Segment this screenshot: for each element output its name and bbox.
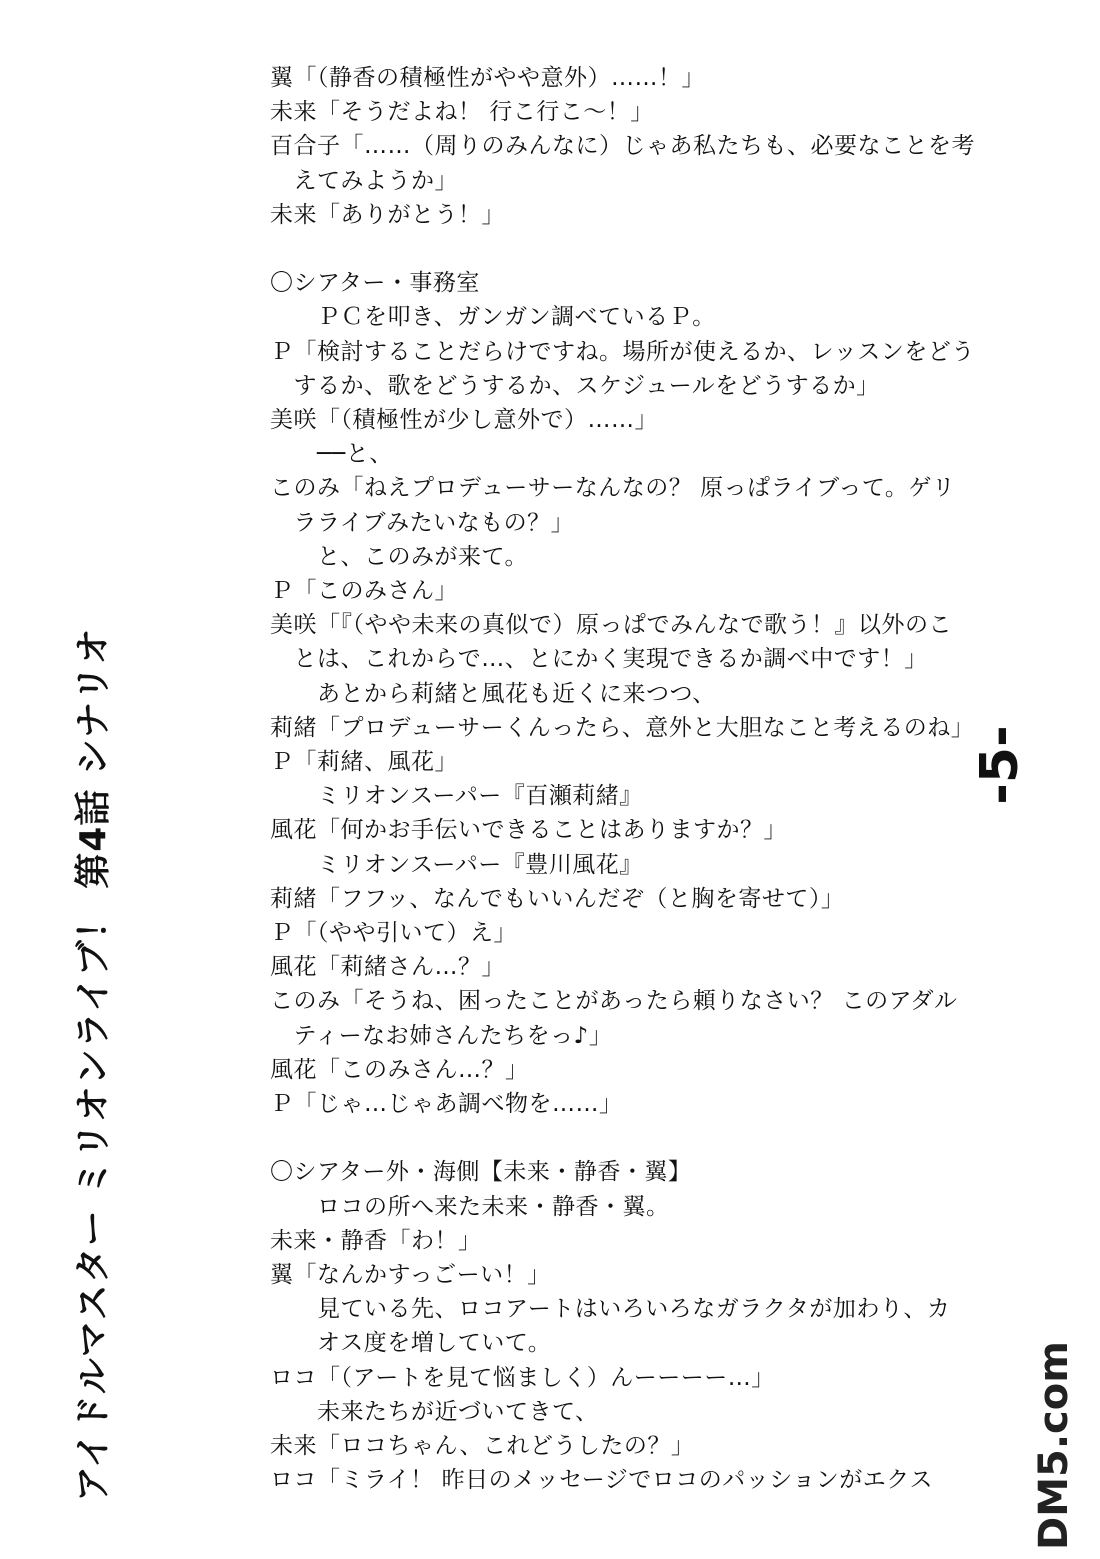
script-line: えてみようか」 xyxy=(270,167,458,194)
script-line: 未来たちが近づいてきて、 xyxy=(270,1398,599,1425)
script-line: ラライブみたいなもの？」 xyxy=(270,509,575,536)
script-line: このみ「ねえプロデューサーなんなの？ 原っぱライブって。ゲリ xyxy=(270,475,956,502)
script-line: あとから莉緒と風花も近くに来つつ、 xyxy=(270,680,716,707)
script-line: オス度を増していて。 xyxy=(270,1330,552,1357)
script-line: 翼「なんかすっごーい！」 xyxy=(270,1262,551,1288)
script-line: ミリオンスーパー『豊川風花』 xyxy=(270,851,643,878)
script-line: 未来・静香「わ！」 xyxy=(270,1227,482,1254)
watermark-logo xyxy=(1020,1341,1090,1555)
page-number-box xyxy=(972,722,1028,808)
script-line: と、このみが来て。 xyxy=(270,543,529,570)
script-line: ──と、 xyxy=(270,441,393,468)
script-line: Ｐ「莉緒、風花」 xyxy=(270,749,458,775)
script-line: 未来「そうだよね！ 行こ行こ～！」 xyxy=(270,99,654,126)
script-line: Ｐ「このみさん」 xyxy=(270,578,458,604)
page-title: アイドルマスター ミリオンライブ！ 第4話 シナリオ xyxy=(73,627,114,1502)
script-line: Ｐ「検討することだらけですね。場所が使えるか、レッスンをどう xyxy=(270,338,975,365)
script-line: するか、歌をどうするか、スケジュールをどうするか」 xyxy=(270,372,880,399)
page-number: -5- xyxy=(970,725,1030,805)
script-line: ＰＣを叩き、ガンガン調べているＰ。 xyxy=(270,304,716,331)
script-line: Ｐ「（やや引いて）え」 xyxy=(270,920,517,946)
script-line: 〇シアター外・海側【未来・静香・翼】 xyxy=(270,1159,692,1186)
watermark-text: DM5.com xyxy=(1031,1341,1077,1550)
script-line: 美咲「（積極性が少し意外で）……」 xyxy=(270,407,658,433)
script-line: 未来「ロコちゃん、これどうしたの？」 xyxy=(270,1433,695,1459)
script-line: 見ている先、ロコアートはいろいろなガラクタが加わり、カ xyxy=(270,1296,951,1323)
script-line: 翼「（静香の積極性がやや意外）……！」 xyxy=(270,65,705,91)
script-line: ロコの所へ来た未来・静香・翼。 xyxy=(270,1193,670,1220)
script-line: 風花「莉緒さん…？」 xyxy=(270,954,505,981)
script-line: ミリオンスーパー『百瀬莉緒』 xyxy=(270,783,643,810)
script-line: ロコ「（アートを見て悩ましく）んーーーー…」 xyxy=(270,1364,775,1391)
script-line: 風花「何かお手伝いできることはありますか？」 xyxy=(270,817,787,844)
script-line: このみ「そうね、困ったことがあったら頼りなさい？ このアダル xyxy=(270,988,958,1015)
script-line: 美咲「『（やや未来の真似で）原っぱでみんなで歌う！』以外のこ xyxy=(270,612,952,639)
script-line: 百合子「……（周りのみんなに）じゃあ私たちも、必要なことを考 xyxy=(270,133,975,160)
script-line: とは、これからで…、とにかく実現できるか調べ中です！」 xyxy=(270,646,928,673)
script-line: 〇シアター・事務室 xyxy=(270,270,480,297)
script-line: 莉緒「フフッ、なんでもいいんだぞ（と胸を寄せて）」 xyxy=(270,885,845,912)
script-line: 莉緒「プロデューサーくんったら、意外と大胆なこと考えるのね」 xyxy=(270,714,975,741)
header-title-box xyxy=(56,627,132,1502)
script-line: ティーなお姉さんたちをっ♪」 xyxy=(270,1022,613,1049)
script-line: 未来「ありがとう！」 xyxy=(270,201,505,228)
script-line: ロコ「ミライ！ 昨日のメッセージでロコのパッションがエクス xyxy=(270,1467,934,1494)
script-line: Ｐ「じゃ…じゃあ調べ物を……」 xyxy=(270,1091,623,1117)
script-line: 風花「このみさん…？」 xyxy=(270,1056,529,1083)
